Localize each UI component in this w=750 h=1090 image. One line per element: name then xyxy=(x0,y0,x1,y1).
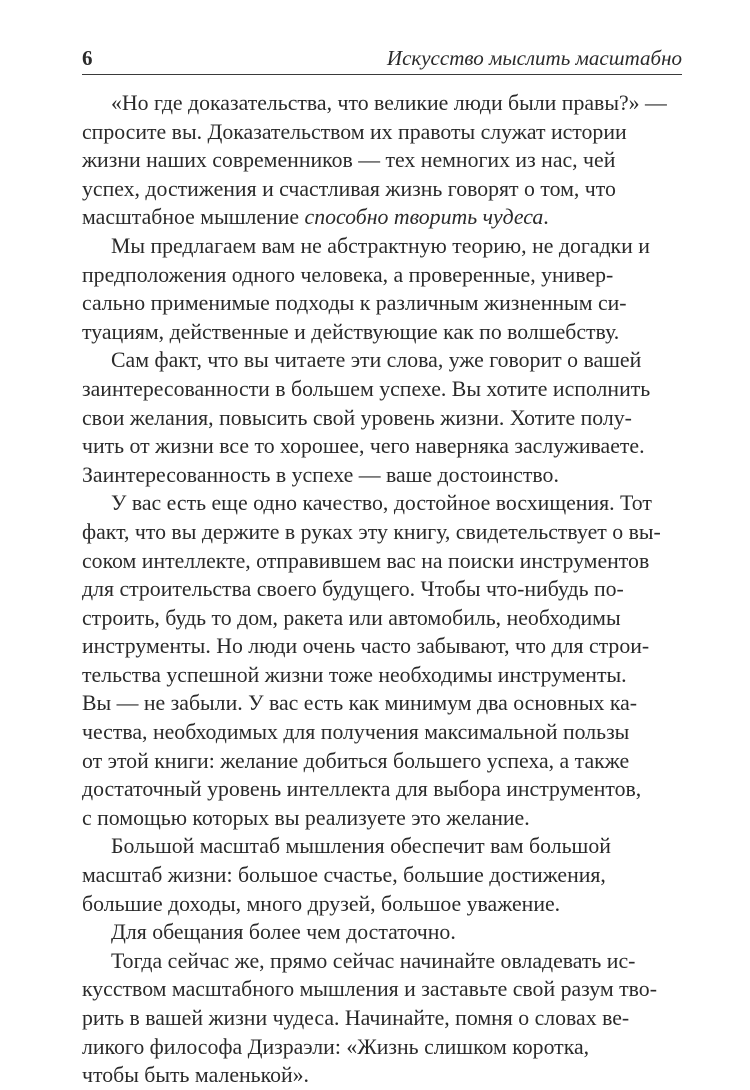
text-line: «Но где доказательства, что великие люди были правы?» — xyxy=(111,91,667,115)
text-line: Сам факт, что вы читаете эти слова, уже говорит о вашей xyxy=(111,348,642,373)
text-line: рить в вашей жизни чудеса. Начинайте, помня о словах ве- xyxy=(82,1006,630,1030)
paragraph-last-line: масштабное мышление способно творить чудеса. xyxy=(82,205,549,230)
text-line: с помощью которых вы реализуете это желание. xyxy=(82,805,530,830)
page-number: 6 xyxy=(82,46,93,70)
text-line: чества, необходимых для получения максимальной пользы xyxy=(82,720,630,745)
text-line: ликого философа Дизраэли: «Жизнь слишком коротка, xyxy=(82,1034,590,1059)
paragraph xyxy=(82,918,682,947)
paragraph xyxy=(82,346,682,489)
text-line: для строительства своего будущего. Чтобы что-нибудь по- xyxy=(82,577,624,602)
text-line: кусством масштабного мышления и заставьте свой разум тво- xyxy=(82,977,657,1002)
text-line: свои желания, повысить свой уровень жизни. Хотите полу- xyxy=(82,405,632,430)
paragraph xyxy=(82,832,682,918)
text-line: Тогда сейчас же, прямо сейчас начинайте овладевать ис- xyxy=(111,948,636,973)
text-line: предположения одного человека, а проверенные, универ- xyxy=(82,262,614,287)
text-line: У вас есть еще одно качество, достойное восхищения. Тот xyxy=(111,491,652,516)
text-line: строить, будь то дом, ракета или автомобиль, необходимы xyxy=(82,605,621,630)
book-page xyxy=(82,40,682,1090)
text-line: туациям, действенные и действующие как по волшебству. xyxy=(82,319,620,344)
body-text xyxy=(82,89,682,1090)
text-line: спросите вы. Доказательством их правоты служат истории xyxy=(82,119,627,144)
text-line: тельства успешной жизни тоже необходимы инструменты. xyxy=(82,662,627,687)
text-line: от этой книги: желание добиться большего успеха, а также xyxy=(82,748,630,773)
paragraph xyxy=(82,947,682,1090)
text-line: успех, достижения и счастливая жизнь говорят о том, что xyxy=(82,176,616,201)
book-title: Искусство мыслить масштабно xyxy=(386,46,682,70)
text-line: чтобы быть маленькой». xyxy=(82,1063,309,1088)
text-line: большие доходы, много друзей, большое уважение. xyxy=(82,891,561,916)
text-line: чить от жизни все то хорошее, чего наверняка заслуживаете. xyxy=(82,434,645,459)
text-line: факт, что вы держите в руках эту книгу, свидетельствует о вы- xyxy=(82,519,661,544)
text-line: заинтересованности в большем успехе. Вы хотите исполнить xyxy=(82,376,651,401)
text-line: Мы предлагаем вам не абстрактную теорию, не догадки и xyxy=(111,233,650,258)
paragraph xyxy=(82,89,682,232)
emphasis-text: способно творить чудеса xyxy=(304,205,544,230)
text-line: сально применимые подходы к различным жизненным си- xyxy=(82,291,627,316)
text-line: достаточный уровень интеллекта для выбора инструментов, xyxy=(82,777,642,802)
text-line: Для обещания более чем достаточно. xyxy=(111,920,456,945)
text-line: Вы — не забыли. У вас есть как минимум два основных ка- xyxy=(82,691,638,716)
text-line: жизни наших современников — тех немногих из нас, чей xyxy=(82,148,616,173)
text-line: соком интеллекте, отправившем вас на поиски инструментов xyxy=(82,548,650,573)
text-line: Большой масштаб мышления обеспечит вам большой xyxy=(111,834,611,859)
paragraph xyxy=(82,232,682,346)
text-line: масштаб жизни: большое счастье, большие достижения, xyxy=(82,863,606,888)
running-header xyxy=(82,40,682,75)
paragraph xyxy=(82,489,682,832)
text-line: Заинтересованность в успехе — ваше достоинство. xyxy=(82,462,559,487)
text-line: инструменты. Но люди очень часто забывают, что для строи- xyxy=(82,634,650,659)
